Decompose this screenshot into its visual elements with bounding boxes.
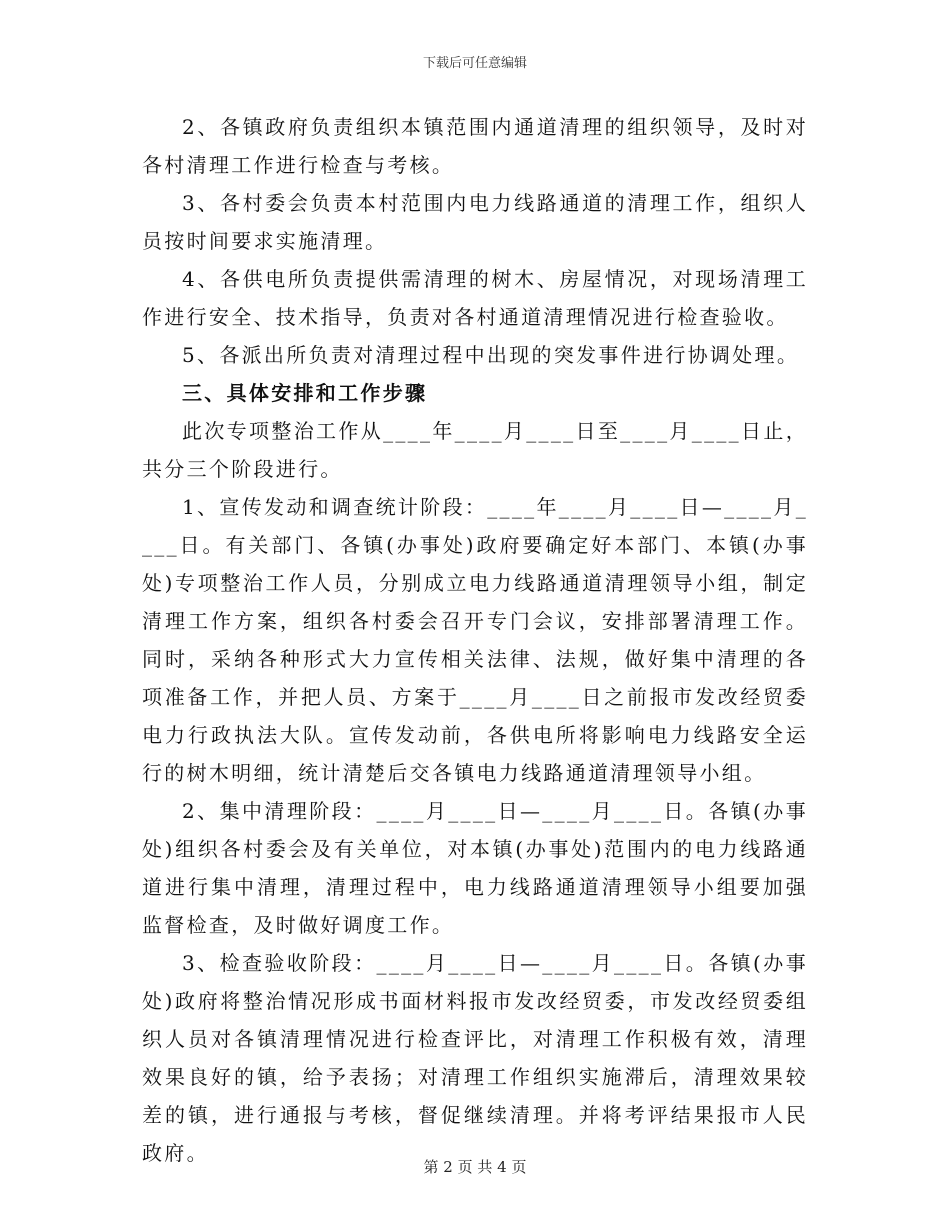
page-number: 第 2 页 共 4 页 bbox=[423, 1158, 527, 1176]
paragraph-stage-3: 3、检查验收阶段：____月____日—____月____日。各镇(办事处)政府将整治情况形成书面材料报市发改经贸委，市发改经贸委组织人员对各镇清理情况进行检查评比，对清理工作积极有效，清理效果良好的镇，给予表扬；对清理工作组织实施滞后，清理效果较差的镇，进行通报与考核，督促继续清理。并将考评结果报市人民政府。 bbox=[142, 951, 808, 1165]
document-body bbox=[142, 108, 808, 1172]
paragraph-item-4: 4、各供电所负责提供需清理的树木、房屋情况，对现场清理工作进行安全、技术指导，负责对各村通道清理情况进行检查验收。 bbox=[142, 267, 808, 329]
paragraph-item-5: 5、各派出所负责对清理过程中出现的突发事件进行协调处理。 bbox=[182, 343, 800, 367]
paragraph-schedule-intro: 此次专项整治工作从____年____月____日至____月____日止，共分三个阶段进行。 bbox=[142, 419, 808, 481]
paragraph-item-3: 3、各村委会负责本村范围内电力线路通道的清理工作，组织人员按时间要求实施清理。 bbox=[142, 191, 808, 253]
paragraph-stage-2: 2、集中清理阶段：____月____日—____月____日。各镇(办事处)组织各村委会及有关单位，对本镇(办事处)范围内的电力线路通道进行集中清理，清理过程中，电力线路通道清理领导小组要加强监督检查，及时做好调度工作。 bbox=[142, 799, 808, 937]
page-header: 下载后可任意编辑 bbox=[422, 56, 527, 71]
paragraph-item-2: 2、各镇政府负责组织本镇范围内通道清理的组织领导，及时对各村清理工作进行检查与考核。 bbox=[142, 115, 808, 177]
paragraph-stage-1: 1、宣传发动和调查统计阶段：____年____月____日—____月____日。有关部门、各镇(办事处)政府要确定好本部门、本镇(办事处)专项整治工作人员，分别成立电力线路通道清理领导小组，制定清理工作方案，组织各村委会召开专门会议，安排部署清理工作。同时，采纳各种形式大力宣传相关法律、法规，做好集中清理的各项准备工作，并把人员、方案于____月____日之前报市发改经贸委电力行政执法大队。宣传发动前，各供电所将影响电力线路安全运行的树木明细，统计清楚后交各镇电力线路通道清理领导小组。 bbox=[142, 495, 808, 785]
section-heading: 三、具体安排和工作步骤 bbox=[182, 381, 428, 405]
